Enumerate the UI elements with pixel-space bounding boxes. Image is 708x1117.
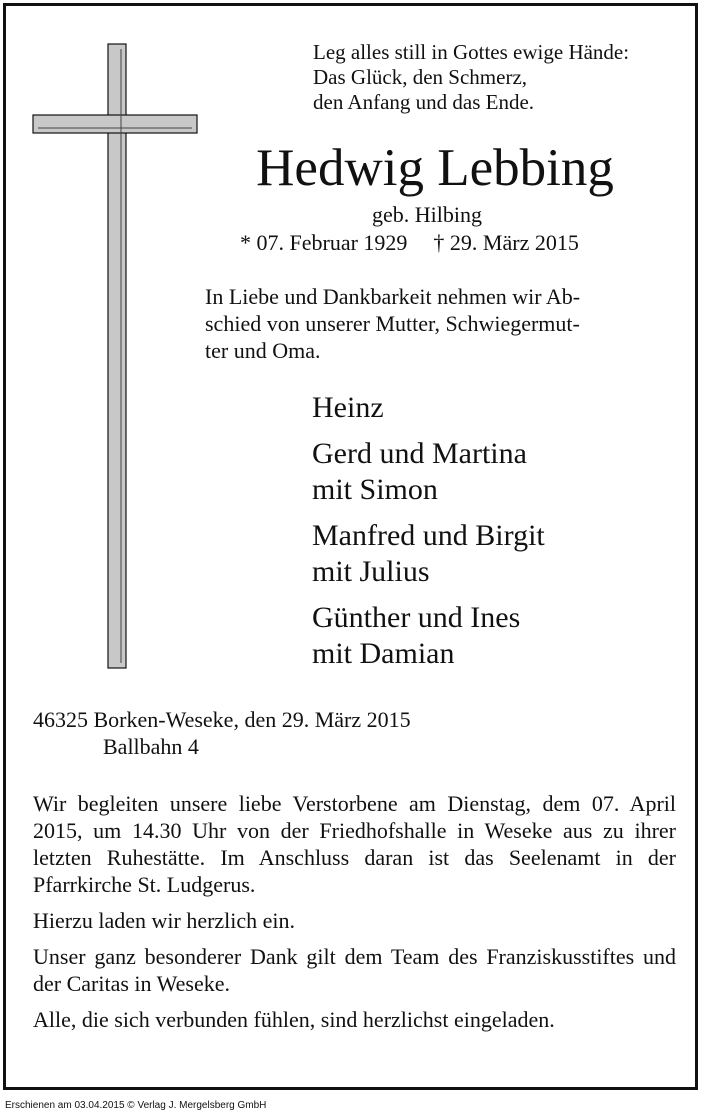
place-line: 46325 Borken-Weseke, den 29. März 2015	[33, 707, 411, 732]
family-member: mit Damian	[312, 637, 455, 670]
family-member: Günther und Ines	[312, 601, 521, 634]
funeral-details	[33, 790, 676, 1042]
place-date	[33, 706, 411, 760]
poem-line: den Anfang und das Ende.	[313, 90, 535, 114]
birth-date: * 07. Februar 1929	[240, 230, 408, 255]
death-date: † 29. März 2015	[433, 230, 579, 255]
family-member: Heinz	[312, 391, 384, 424]
family-member: mit Simon	[312, 473, 438, 506]
farewell-text	[205, 283, 675, 364]
family-member: mit Julius	[312, 555, 430, 588]
closing-paragraph: Alle, die sich verbunden fühlen, sind herzlichst eingeladen.	[33, 1007, 555, 1032]
farewell-line: schied von unserer Mutter, Schwiegermut-	[205, 311, 580, 336]
farewell-line: ter und Oma.	[205, 338, 321, 363]
family-member: Manfred und Birgit	[312, 519, 545, 552]
family-group	[312, 436, 545, 508]
funeral-paragraph: Wir begleiten unsere liebe Verstorbene am Dienstag, dem 07. April 2015, um 14.30 Uhr von der Friedhofshalle in Weseke aus zu ihrer letzten Ruhestätte. Im Anschluss daran ist das Seelenamt in der Pfarrkirche St. Ludgerus.	[33, 791, 676, 897]
family-member: Gerd und Martina	[312, 437, 527, 470]
publication-footer: Erschienen am 03.04.2015 © Verlag J. Mergelsberg GmbH	[5, 1100, 267, 1111]
invitation-paragraph: Hierzu laden wir herzlich ein.	[33, 908, 296, 933]
family-group	[312, 600, 545, 672]
family-group	[312, 518, 545, 590]
poem-line: Leg alles still in Gottes ewige Hände:	[313, 40, 630, 64]
family-group	[312, 390, 545, 426]
family-list	[312, 390, 545, 682]
life-dates	[240, 230, 579, 256]
thanks-paragraph: Unser ganz besonderer Dank gilt dem Team des Franziskusstiftes und der Caritas in Weseke.	[33, 944, 676, 996]
deceased-name: Hedwig Lebbing	[256, 139, 614, 197]
street-address: Ballbahn 4	[103, 734, 199, 759]
poem	[313, 40, 629, 115]
farewell-line: In Liebe und Dankbarkeit nehmen wir Ab-	[205, 284, 581, 309]
born-name: geb. Hilbing	[372, 202, 482, 227]
poem-line: Das Glück, den Schmerz,	[313, 65, 528, 89]
cross-icon	[30, 41, 200, 671]
